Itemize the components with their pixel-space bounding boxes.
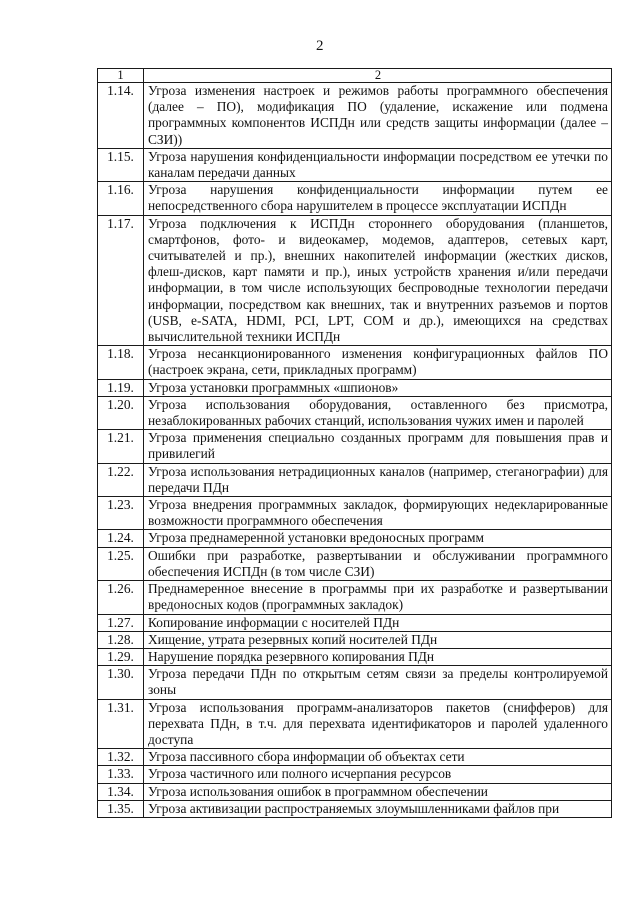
threat-description: Угроза несанкционированного изменения конфигурационных файлов ПО (настроек экрана, сети, прикладных программ) bbox=[144, 346, 612, 379]
threat-description: Угроза пассивного сбора информации об объектах сети bbox=[144, 749, 612, 766]
table-row bbox=[98, 182, 612, 215]
threat-description: Угроза использования ошибок в программном обеспечении bbox=[144, 783, 612, 800]
threat-number: 1.23. bbox=[98, 497, 144, 530]
threat-description: Угроза изменения настроек и режимов работы программного обеспечения (далее – ПО), модификация ПО (удаление, искажение или подмена программных компонентов ИСПДн или средств защиты информации (далее – СЗИ)) bbox=[144, 83, 612, 149]
threat-number: 1.19. bbox=[98, 379, 144, 396]
table-row bbox=[98, 148, 612, 181]
header-column-2: 2 bbox=[144, 69, 612, 83]
threat-number: 1.24. bbox=[98, 530, 144, 547]
threat-description: Копирование информации с носителей ПДн bbox=[144, 614, 612, 631]
threat-number: 1.20. bbox=[98, 396, 144, 429]
threat-number: 1.26. bbox=[98, 581, 144, 614]
threat-description: Угроза частичного или полного исчерпания ресурсов bbox=[144, 766, 612, 783]
table-row bbox=[98, 396, 612, 429]
threat-description: Угроза нарушения конфиденциальности информации путем ее непосредственного сбора нарушителем в процессе эксплуатации ИСПДн bbox=[144, 182, 612, 215]
threat-description: Угроза использования нетрадиционных каналов (например, стеганографии) для передачи ПДн bbox=[144, 463, 612, 496]
threat-description: Угроза использования оборудования, оставленного без присмотра, незаблокированных рабочих станций, использования чужих имен и паролей bbox=[144, 396, 612, 429]
threat-description: Угроза использования программ-анализаторов пакетов (снифферов) для перехвата ПДн, в т.ч. для перехвата идентификаторов и паролей удаленного доступа bbox=[144, 699, 612, 749]
threat-description: Угроза подключения к ИСПДн стороннего оборудования (планшетов, смартфонов, фото- и видеокамер, модемов, адаптеров, сетевых карт, считывателей и пр.), внешних накопителей информации (жестких дисков, флеш-дисков, карт памяти и пр.), иных устройств хранения и/или передачи информации, в том числе использующих беспроводные технологии передачи информации, посредством как внешних, так и внутренних разъемов и портов (USB, e-SATA, HDMI, PCI, LPT, COM и др.), имеющихся на средствах вычислительной техники ИСПДн bbox=[144, 215, 612, 346]
threat-number: 1.21. bbox=[98, 430, 144, 463]
table-row bbox=[98, 547, 612, 580]
threat-description: Угроза преднамеренной установки вредоносных программ bbox=[144, 530, 612, 547]
threat-description: Угроза внедрения программных закладок, формирующих недекларированные возможности программного обеспечения bbox=[144, 497, 612, 530]
table-row bbox=[98, 783, 612, 800]
table-row bbox=[98, 430, 612, 463]
threat-number: 1.17. bbox=[98, 215, 144, 346]
threat-number: 1.30. bbox=[98, 666, 144, 699]
threat-number: 1.32. bbox=[98, 749, 144, 766]
threat-number: 1.14. bbox=[98, 83, 144, 149]
threat-number: 1.18. bbox=[98, 346, 144, 379]
header-column-1: 1 bbox=[98, 69, 144, 83]
threats-table bbox=[97, 68, 612, 818]
threat-number: 1.22. bbox=[98, 463, 144, 496]
table-row bbox=[98, 766, 612, 783]
table-row bbox=[98, 666, 612, 699]
threat-description: Угроза нарушения конфиденциальности информации посредством ее утечки по каналам передачи данных bbox=[144, 148, 612, 181]
table-row bbox=[98, 83, 612, 149]
threat-number: 1.15. bbox=[98, 148, 144, 181]
table-row bbox=[98, 530, 612, 547]
page-number: 2 bbox=[316, 38, 324, 54]
threat-description: Угроза применения специально созданных программ для повышения прав и привилегий bbox=[144, 430, 612, 463]
threat-number: 1.35. bbox=[98, 800, 144, 817]
threat-description: Нарушение порядка резервного копирования ПДн bbox=[144, 648, 612, 665]
threat-number: 1.33. bbox=[98, 766, 144, 783]
threat-number: 1.31. bbox=[98, 699, 144, 749]
threat-description: Угроза активизации распространяемых злоумышленниками файлов при bbox=[144, 800, 612, 817]
table-row bbox=[98, 648, 612, 665]
table-row bbox=[98, 749, 612, 766]
threat-number: 1.29. bbox=[98, 648, 144, 665]
threat-description: Ошибки при разработке, развертывании и обслуживании программного обеспечения ИСПДн (в том числе СЗИ) bbox=[144, 547, 612, 580]
threat-number: 1.34. bbox=[98, 783, 144, 800]
threat-description: Угроза установки программных «шпионов» bbox=[144, 379, 612, 396]
threat-number: 1.25. bbox=[98, 547, 144, 580]
threat-number: 1.28. bbox=[98, 631, 144, 648]
table-row bbox=[98, 463, 612, 496]
table-row bbox=[98, 379, 612, 396]
threat-description: Угроза передачи ПДн по открытым сетям связи за пределы контролируемой зоны bbox=[144, 666, 612, 699]
table-row bbox=[98, 699, 612, 749]
table-header-row bbox=[98, 69, 612, 83]
threats-table-body bbox=[98, 69, 612, 818]
table-row bbox=[98, 614, 612, 631]
threat-number: 1.27. bbox=[98, 614, 144, 631]
table-row bbox=[98, 215, 612, 346]
threat-description: Хищение, утрата резервных копий носителей ПДн bbox=[144, 631, 612, 648]
table-row bbox=[98, 581, 612, 614]
table-row bbox=[98, 631, 612, 648]
threat-number: 1.16. bbox=[98, 182, 144, 215]
table-row bbox=[98, 497, 612, 530]
table-row bbox=[98, 346, 612, 379]
table-row bbox=[98, 800, 612, 817]
threat-description: Преднамеренное внесение в программы при их разработке и развертывании вредоносных кодов (программных закладок) bbox=[144, 581, 612, 614]
